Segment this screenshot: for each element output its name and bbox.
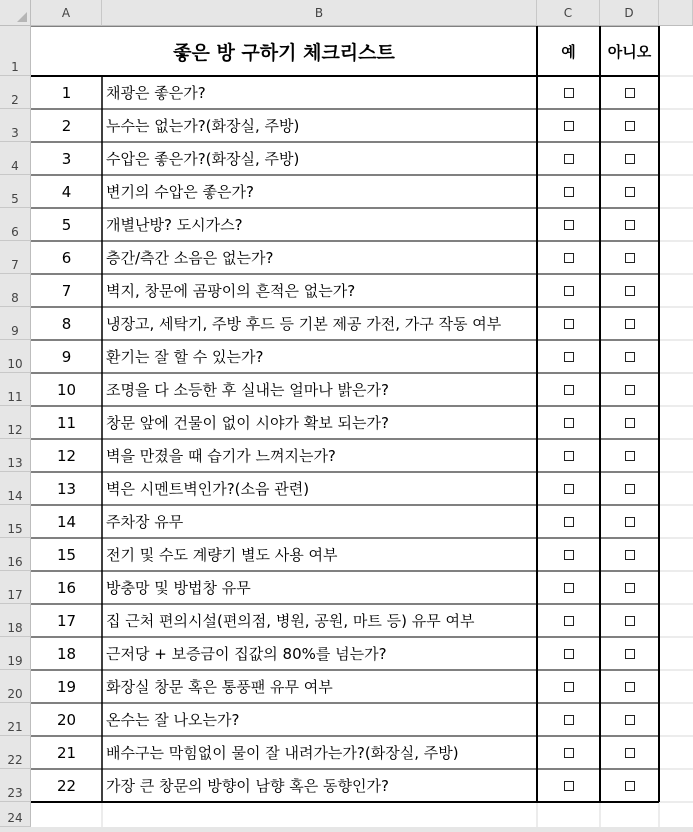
yes-checkbox-icon[interactable] [564,451,574,461]
item-text: 채광은 좋은가? [106,84,206,102]
item-text: 창문 앞에 건물이 없이 시야가 확보 되는가? [106,414,389,432]
no-checkbox-cell[interactable] [600,373,659,406]
yes-checkbox-cell[interactable] [537,736,600,769]
row-header-5[interactable]: 5 [0,175,31,208]
yes-checkbox-icon[interactable] [564,187,574,197]
item-number: 3 [61,149,72,168]
item-number: 10 [56,380,77,399]
yes-checkbox-cell[interactable] [537,703,600,736]
item-number: 8 [61,314,72,333]
item-number: 11 [56,413,77,432]
no-checkbox-cell[interactable] [600,109,659,142]
yes-checkbox-icon[interactable] [564,352,574,362]
item-text: 방충망 및 방법창 유무 [106,579,251,597]
item-text: 벽은 시멘트벽인가?(소음 관련) [106,480,310,498]
yes-checkbox-icon[interactable] [564,121,574,131]
yes-checkbox-cell[interactable] [537,604,600,637]
no-checkbox-icon[interactable] [625,220,635,230]
no-checkbox-cell[interactable] [600,538,659,571]
row-header-19[interactable]: 19 [0,637,31,670]
item-number: 5 [61,215,72,234]
yes-checkbox-cell[interactable] [537,175,600,208]
yes-checkbox-cell[interactable] [537,274,600,307]
yes-checkbox-cell[interactable] [537,340,600,373]
column-header-blank [659,0,693,26]
item-text: 변기의 수압은 좋은가? [106,183,254,201]
yes-checkbox-icon[interactable] [564,616,574,626]
item-text: 층간/측간 소음은 없는가? [106,249,274,267]
no-checkbox-cell[interactable] [600,703,659,736]
column-header-d[interactable]: D [600,0,659,26]
row-header-18[interactable]: 18 [0,604,31,637]
yes-checkbox-icon[interactable] [564,385,574,395]
item-number: 2 [61,116,72,135]
item-number: 21 [56,743,77,762]
no-checkbox-icon[interactable] [625,319,635,329]
no-checkbox-icon[interactable] [625,352,635,362]
no-checkbox-icon[interactable] [625,748,635,758]
row-header-4[interactable]: 4 [0,142,31,175]
item-number: 16 [56,578,77,597]
item-text: 온수는 잘 나오는가? [106,711,240,729]
yes-checkbox-icon[interactable] [564,319,574,329]
no-checkbox-icon[interactable] [625,88,635,98]
yes-checkbox-icon[interactable] [564,748,574,758]
row-header-1[interactable]: 1 [0,26,31,76]
yes-checkbox-icon[interactable] [564,682,574,692]
row-header-15[interactable]: 15 [0,505,31,538]
item-text: 수압은 좋은가?(화장실, 주방) [106,150,300,168]
no-checkbox-icon[interactable] [625,253,635,263]
no-checkbox-cell[interactable] [600,571,659,604]
no-checkbox-cell[interactable] [600,670,659,703]
item-text: 근저당 + 보증금이 집값의 80%를 넘는가? [106,645,387,663]
no-checkbox-icon[interactable] [625,187,635,197]
column-header-b[interactable]: B [102,0,537,26]
item-text: 누수는 없는가?(화장실, 주방) [106,117,300,135]
no-checkbox-cell[interactable] [600,736,659,769]
yes-checkbox-icon[interactable] [564,484,574,494]
item-text: 벽을 만졌을 때 습기가 느껴지는가? [106,447,336,465]
row-header-2[interactable]: 2 [0,76,31,109]
no-checkbox-icon[interactable] [625,781,635,791]
no-checkbox-cell[interactable] [600,604,659,637]
row-header-9[interactable]: 9 [0,307,31,340]
no-checkbox-cell[interactable] [600,472,659,505]
item-number: 20 [56,710,77,729]
item-number: 7 [61,281,72,300]
item-number: 19 [56,677,77,696]
yes-checkbox-cell[interactable] [537,76,600,109]
no-checkbox-icon[interactable] [625,286,635,296]
row-header-14[interactable]: 14 [0,472,31,505]
item-text: 벽지, 창문에 곰팡이의 흔적은 없는가? [106,282,356,300]
no-checkbox-cell[interactable] [600,142,659,175]
row-header-20[interactable]: 20 [0,670,31,703]
row-header-13[interactable]: 13 [0,439,31,472]
no-checkbox-cell[interactable] [600,208,659,241]
item-number: 12 [56,446,77,465]
no-checkbox-icon[interactable] [625,154,635,164]
item-number: 15 [56,545,77,564]
item-text: 화장실 창문 혹은 통풍팬 유무 여부 [106,678,333,696]
item-number: 22 [56,776,77,795]
no-checkbox-cell[interactable] [600,307,659,340]
yes-checkbox-cell[interactable] [537,406,600,439]
row-header-22[interactable]: 22 [0,736,31,769]
no-checkbox-icon[interactable] [625,682,635,692]
item-text: 집 근처 편의시설(편의점, 병원, 공원, 마트 등) 유무 여부 [106,612,475,630]
no-checkbox-icon[interactable] [625,715,635,725]
sheet-tab-bar [0,827,693,832]
row-header-10[interactable]: 10 [0,340,31,373]
no-checkbox-cell[interactable] [600,505,659,538]
item-number: 18 [56,644,77,663]
no-checkbox-icon[interactable] [625,121,635,131]
column-label-yes: 예 [561,42,576,61]
no-checkbox-cell[interactable] [600,439,659,472]
yes-checkbox-cell[interactable] [537,637,600,670]
row-header-11[interactable]: 11 [0,373,31,406]
yes-checkbox-cell[interactable] [537,472,600,505]
row-header-7[interactable]: 7 [0,241,31,274]
no-checkbox-cell[interactable] [600,637,659,670]
no-checkbox-icon[interactable] [625,616,635,626]
item-number: 4 [61,182,72,201]
yes-checkbox-icon[interactable] [564,286,574,296]
yes-checkbox-icon[interactable] [564,781,574,791]
item-text: 가장 큰 창문의 방향이 남향 혹은 동향인가? [106,777,389,795]
item-text: 냉장고, 세탁기, 주방 후드 등 기본 제공 가전, 가구 작동 여부 [106,315,502,333]
item-number: 9 [61,347,72,366]
yes-checkbox-cell[interactable] [537,307,600,340]
row-header-16[interactable]: 16 [0,538,31,571]
item-text: 배수구는 막힘없이 물이 잘 내려가는가?(화장실, 주방) [106,744,459,762]
yes-checkbox-cell[interactable] [537,241,600,274]
yes-checkbox-cell[interactable] [537,538,600,571]
row-header-21[interactable]: 21 [0,703,31,736]
no-checkbox-cell[interactable] [600,76,659,109]
no-checkbox-cell[interactable] [600,406,659,439]
no-checkbox-cell[interactable] [600,769,659,802]
yes-checkbox-cell[interactable] [537,208,600,241]
item-number: 17 [56,611,77,630]
item-number: 14 [56,512,77,531]
item-text: 전기 및 수도 계량기 별도 사용 여부 [106,546,338,564]
yes-checkbox-icon[interactable] [564,715,574,725]
no-checkbox-cell[interactable] [600,241,659,274]
no-checkbox-icon[interactable] [625,550,635,560]
page-title: 좋은 방 구하기 체크리스트 [173,41,395,64]
yes-checkbox-cell[interactable] [537,505,600,538]
no-checkbox-icon[interactable] [625,649,635,659]
row-header-6[interactable]: 6 [0,208,31,241]
select-all-corner[interactable] [0,0,31,26]
no-checkbox-icon[interactable] [625,418,635,428]
yes-checkbox-cell[interactable] [537,109,600,142]
item-text: 개별난방? 도시가스? [106,216,243,234]
yes-checkbox-cell[interactable] [537,439,600,472]
column-header-a[interactable]: A [31,0,102,26]
row-header-17[interactable]: 17 [0,571,31,604]
row-header-12[interactable]: 12 [0,406,31,439]
row-header-3[interactable]: 3 [0,109,31,142]
item-number: 6 [61,248,72,267]
yes-checkbox-icon[interactable] [564,418,574,428]
item-text: 주차장 유무 [106,513,184,531]
item-number: 1 [61,83,72,102]
yes-checkbox-icon[interactable] [564,517,574,527]
column-header-c[interactable]: C [537,0,600,26]
row-header-23[interactable]: 23 [0,769,31,802]
yes-checkbox-icon[interactable] [564,649,574,659]
row-header-24[interactable]: 24 [0,802,31,827]
no-checkbox-icon[interactable] [625,451,635,461]
yes-checkbox-cell[interactable] [537,571,600,604]
no-checkbox-icon[interactable] [625,484,635,494]
yes-checkbox-icon[interactable] [564,154,574,164]
no-checkbox-cell[interactable] [600,274,659,307]
no-checkbox-icon[interactable] [625,385,635,395]
yes-checkbox-icon[interactable] [564,583,574,593]
item-text: 환기는 잘 할 수 있는가? [106,348,264,366]
yes-checkbox-cell[interactable] [537,142,600,175]
yes-checkbox-icon[interactable] [564,550,574,560]
no-checkbox-cell[interactable] [600,340,659,373]
item-text: 조명을 다 소등한 후 실내는 얼마나 밝은가? [106,381,389,399]
row-header-8[interactable]: 8 [0,274,31,307]
yes-checkbox-cell[interactable] [537,373,600,406]
yes-checkbox-cell[interactable] [537,670,600,703]
no-checkbox-cell[interactable] [600,175,659,208]
yes-checkbox-icon[interactable] [564,253,574,263]
yes-checkbox-icon[interactable] [564,220,574,230]
no-checkbox-icon[interactable] [625,583,635,593]
column-label-no: 아니오 [607,42,652,61]
no-checkbox-icon[interactable] [625,517,635,527]
select-all-triangle-icon [17,12,27,22]
item-number: 13 [56,479,77,498]
yes-checkbox-cell[interactable] [537,769,600,802]
yes-checkbox-icon[interactable] [564,88,574,98]
